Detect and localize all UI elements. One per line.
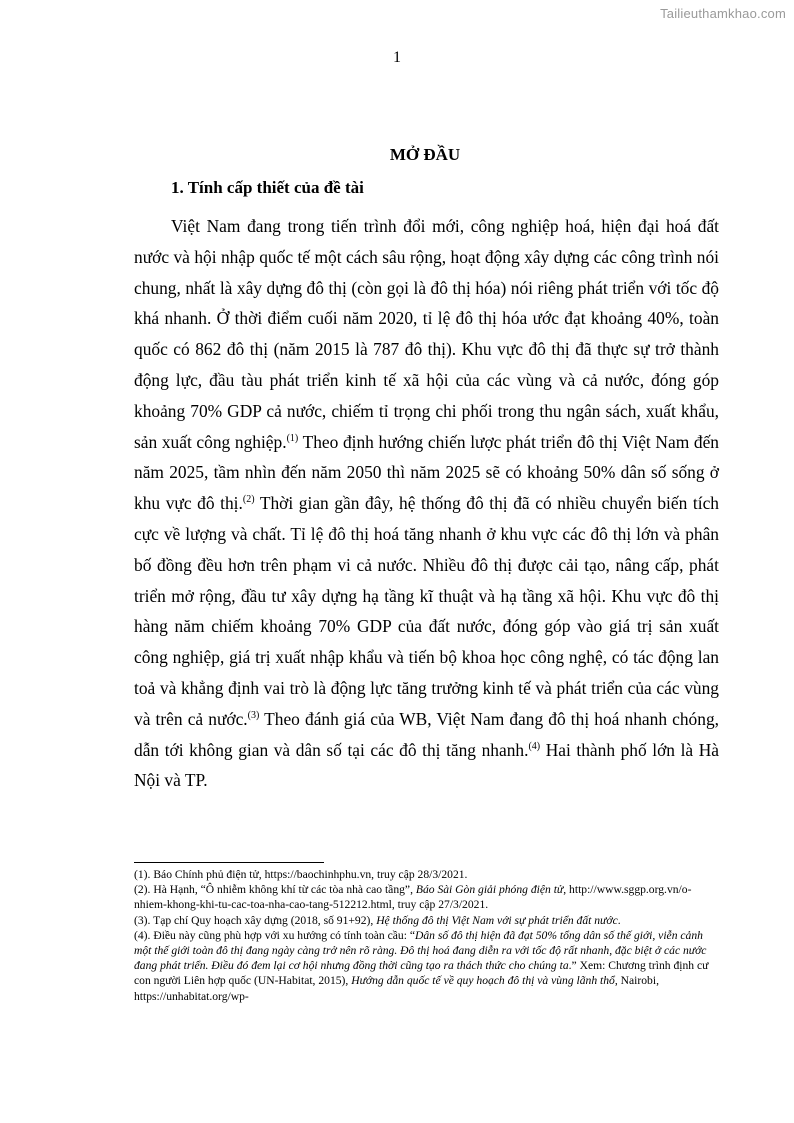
footnote-ref-1[interactable]: (1) [286, 432, 299, 444]
body-text-5: Hai thành phố lớn là Hà Nội và TP. [134, 739, 719, 791]
footnotes [134, 867, 719, 1004]
document-title: MỞ ĐẦU [389, 145, 461, 164]
footnote-2 [134, 882, 719, 912]
footnote-ref-2[interactable]: (2) [242, 494, 255, 506]
section-heading: 1. Tính cấp thiết của đề tài [171, 178, 364, 197]
footnote-separator [134, 862, 324, 863]
body-text-4: Theo đánh giá của WB, Việt Nam đang đô thị hoá nhanh chóng, dẫn tới không gian và dân số tại các đô thị tăng nhanh. [134, 708, 719, 760]
page-number: 1 [393, 49, 401, 66]
footnote-3-end: . [617, 913, 621, 927]
footnote-ref-4[interactable]: (4) [528, 740, 541, 752]
body-text-2: Theo định hướng chiến lược phát triển đô thị Việt Nam đến năm 2025, tầm nhìn đến năm 2050 thì năm 2025 sẽ có khoảng 50% dân số sống ở khu vực đô thị. [134, 431, 719, 514]
footnote-4-title: Hướng dẫn quốc tế về quy hoạch đô thị và vùng lãnh thổ [351, 974, 615, 988]
watermark: Tailieuthamkhao.com [660, 6, 786, 21]
footnote-2-url: , http://www.sggp.org.vn/o-nhiem-khong-khi-tu-cac-toa-nha-cao-tang-512212.html, truy cập 27/3/2021. [134, 883, 692, 912]
body-paragraph [134, 211, 719, 796]
footnote-3 [134, 913, 719, 928]
body-text-1: Việt Nam đang trong tiến trình đổi mới, công nghiệp hoá, hiện đại hoá đất nước và hội nhập quốc tế một cách sâu rộng, hoạt động xây dựng các công trình nói chung, nhất là xây dựng đô thị (còn gọi là đô thị hóa) nói riêng phát triển với tốc độ khá nhanh. Ở thời điểm cuối năm 2020, tỉ lệ đô thị hóa ước đạt khoảng 40%, toàn quốc có 862 đô thị (năm 2015 là 787 đô thị). Khu vực đô thị đã thực sự trở thành động lực, đầu tàu phát triển kinh tế xã hội của các vùng và cả nước, đóng góp khoảng 70% GDP cả nước, chiếm tỉ trọng chi phối trong thu ngân sách, xuất khẩu, sản xuất công nghiệp. [134, 216, 719, 452]
footnote-2-text: (2). Hà Hạnh, “Ô nhiễm không khí từ các tòa nhà cao tầng”, [134, 883, 416, 897]
footnote-2-source: Báo Sài Gòn giải phóng điện tử [415, 883, 564, 897]
footnote-4-text: (4). Điều này cũng phù hợp với xu hướng có tính toàn cầu: “ [134, 928, 415, 942]
footnote-4-quote: Dân số đô thị hiện đã đạt 50% tổng dân số thế giới, viễn cảnh một thế giới toàn đô thị đang ngày càng trở nên rõ ràng. Đô thị hoá đang diễn ra với tốc độ rất nhanh, đặc biệt ở các nước đang phát triển. Điều đó đem lại cơ hội nhưng đồng thời cũng tạo ra thách thức cho chúng ta [134, 928, 707, 973]
footnote-3-title: Hệ thống đô thị Việt Nam với sự phát triển đất nước [376, 913, 618, 927]
body-text-3: Thời gian gần đây, hệ thống đô thị đã có nhiều chuyển biến tích cực về lượng và chất. Tỉ lệ đô thị hoá tăng nhanh ở khu vực các đô thị lớn và phân bố đồng đều hơn trên phạm vi cả nước. Nhiều đô thị được cải tạo, nâng cấp, phát triển mở rộng, đầu tư xây dựng hạ tầng kĩ thuật và hạ tầng xã hội. Khu vực đô thị hàng năm chiếm khoảng 70% GDP của đất nước, đóng góp vào giá trị sản xuất công nghiệp, giá trị xuất nhập khẩu và tiến bộ khoa học công nghệ, có tác động lan toả và khẳng định vai trò là động lực tăng trưởng kinh tế và phát triển của các vùng và trên cả nước. [134, 493, 719, 729]
footnote-4-mid: .” Xem: Chương trình định cư con người Liên hợp quốc (UN-Habitat, 2015), [134, 959, 709, 988]
footnote-1 [134, 867, 719, 882]
footnote-3-text: (3). Tạp chí Quy hoạch xây dựng (2018, số 91+92), [134, 913, 377, 927]
footnote-ref-3[interactable]: (3) [247, 709, 260, 721]
footnote-1-text: (1). Báo Chính phủ điện tử, https://baochinhphu.vn, truy cập 28/3/2021. [134, 868, 468, 881]
footnote-4-url: , Nairobi, https://unhabitat.org/wp- [134, 974, 659, 1003]
footnote-4 [134, 928, 719, 1004]
